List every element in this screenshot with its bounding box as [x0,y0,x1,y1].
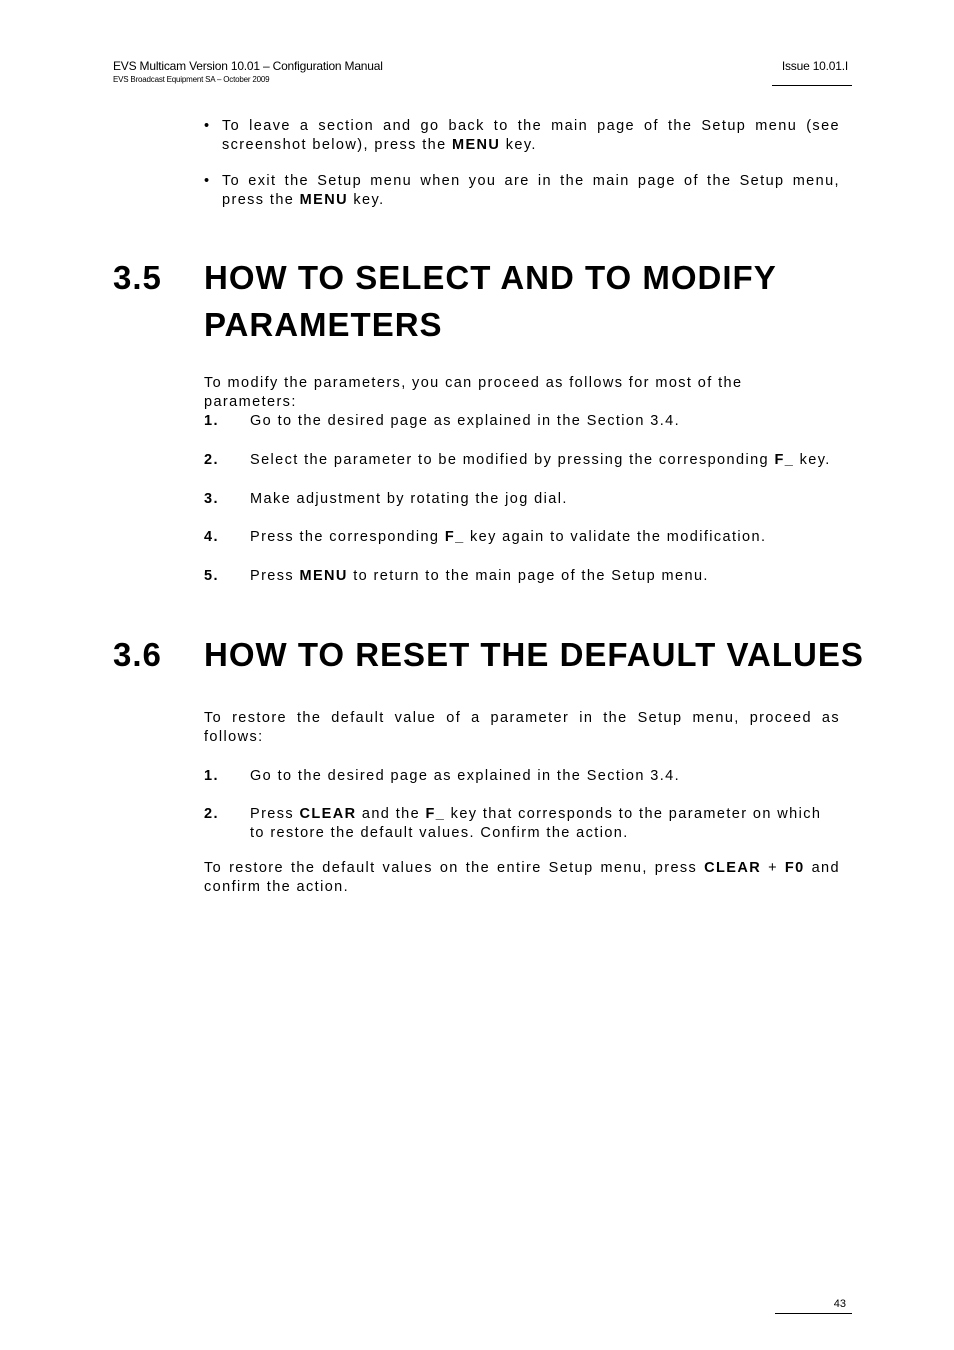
list-item: 2. Press CLEAR and the F_ key that corresponds to the parameter on which to restore the default values. Confirm the action. [204,806,822,841]
bullet-item: • To leave a section and go back to the main page of the Setup menu (see screenshot below), press the MENU key. [204,118,840,153]
bullet-item: • To exit the Setup menu when you are in the main page of the Setup menu, press the MENU key. [204,173,840,208]
section-heading [113,631,864,678]
section-title: HOW TO SELECT AND TO MODIFY PARAMETERS [204,259,777,343]
page-number: 43 [833,1298,846,1310]
section-number: 3.6 [113,636,162,673]
header-divider [772,85,852,86]
header-title: EVS Multicam Version 10.01 – Configuration Manual [113,59,383,73]
section-outro: To restore the default values on the entire Setup menu, press CLEAR + F0 and confirm the action. [204,860,840,895]
section-intro: To restore the default value of a parameter in the Setup menu, proceed as follows: [204,710,840,745]
section-number: 3.5 [113,259,162,296]
bullet-dot-icon: • [204,118,211,134]
section-title: HOW TO RESET THE DEFAULT VALUES [204,636,864,673]
header-issue: Issue 10.01.I [781,59,848,73]
list-item: 5. Press MENU to return to the main page of the Setup menu. [204,568,709,584]
list-item: 1. Go to the desired page as explained in the Section 3.4. [204,768,681,784]
list-item: 3. Make adjustment by rotating the jog dial. [204,491,568,507]
section-intro: To modify the parameters, you can proceed as follows for most of the parameters: [204,375,743,410]
section-heading [113,254,864,348]
list-item: 2. Select the parameter to be modified by pressing the corresponding F_ key. [204,452,831,468]
bullet-dot-icon: • [204,173,211,189]
header-subtitle: EVS Broadcast Equipment SA – October 2009 [113,75,270,84]
list-item: 4. Press the corresponding F_ key again to validate the modification. [204,529,767,545]
list-item: 1. Go to the desired page as explained in the Section 3.4. [204,413,681,429]
footer-divider [775,1313,852,1314]
